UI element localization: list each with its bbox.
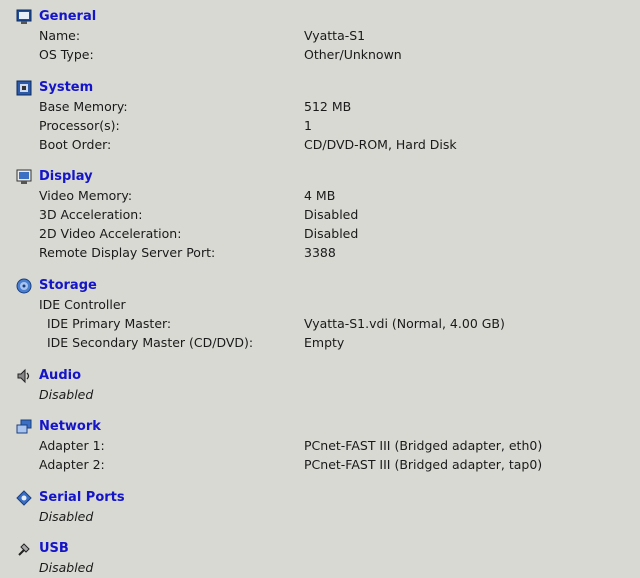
remote-display-port-label: Remote Display Server Port: bbox=[39, 245, 216, 260]
name-label: Name: bbox=[39, 28, 81, 43]
info-row bbox=[0, 437, 640, 456]
processors-value: 1 bbox=[304, 118, 312, 133]
base-memory-label: Base Memory: bbox=[39, 99, 128, 114]
usb-status: Disabled bbox=[39, 560, 94, 575]
ide-primary-master-label: IDE Primary Master: bbox=[47, 316, 172, 331]
ide-primary-master-value: Vyatta-S1.vdi (Normal, 4.00 GB) bbox=[304, 316, 505, 331]
2d-acceleration-label: 2D Video Acceleration: bbox=[39, 226, 182, 241]
processors-label: Processor(s): bbox=[39, 118, 120, 133]
usb-header[interactable] bbox=[0, 540, 640, 559]
adapter-1-label: Adapter 1: bbox=[39, 438, 105, 453]
serial-ports-title: Serial Ports bbox=[39, 490, 125, 505]
section-display bbox=[0, 168, 640, 263]
section-serial-ports bbox=[0, 489, 640, 527]
display-header[interactable] bbox=[0, 168, 640, 187]
general-header[interactable] bbox=[0, 8, 640, 27]
network-icon bbox=[16, 419, 32, 435]
system-title: System bbox=[39, 80, 94, 95]
info-row bbox=[0, 225, 640, 244]
network-header[interactable] bbox=[0, 418, 640, 437]
audio-header[interactable] bbox=[0, 367, 640, 386]
info-row bbox=[0, 206, 640, 225]
usb-icon bbox=[16, 541, 32, 557]
monitor-general-icon bbox=[16, 9, 32, 25]
info-row bbox=[0, 334, 640, 353]
storage-header[interactable] bbox=[0, 277, 640, 296]
ide-secondary-master-label: IDE Secondary Master (CD/DVD): bbox=[47, 335, 254, 350]
video-memory-value: 4 MB bbox=[304, 188, 336, 203]
2d-acceleration-value: Disabled bbox=[304, 226, 359, 241]
serial-port-icon bbox=[16, 490, 32, 506]
network-title: Network bbox=[39, 419, 101, 434]
info-row bbox=[0, 296, 640, 315]
adapter-2-label: Adapter 2: bbox=[39, 457, 105, 472]
3d-acceleration-value: Disabled bbox=[304, 207, 359, 222]
display-title: Display bbox=[39, 169, 93, 184]
chip-icon bbox=[16, 80, 32, 96]
section-storage bbox=[0, 277, 640, 353]
serial-ports-status: Disabled bbox=[39, 509, 94, 524]
adapter-2-value: PCnet-FAST III (Bridged adapter, tap0) bbox=[304, 457, 543, 472]
disk-icon bbox=[16, 278, 32, 294]
info-row bbox=[0, 456, 640, 475]
speaker-icon bbox=[16, 368, 32, 384]
info-row bbox=[0, 117, 640, 136]
boot-order-label: Boot Order: bbox=[39, 137, 112, 152]
video-memory-label: Video Memory: bbox=[39, 188, 133, 203]
info-row bbox=[0, 27, 640, 46]
section-general bbox=[0, 8, 640, 65]
info-row bbox=[0, 559, 640, 578]
info-row bbox=[0, 136, 640, 155]
usb-title: USB bbox=[39, 541, 69, 556]
remote-display-port-value: 3388 bbox=[304, 245, 336, 260]
name-value: Vyatta-S1 bbox=[304, 28, 366, 43]
serial-ports-header[interactable] bbox=[0, 489, 640, 508]
boot-order-value: CD/DVD-ROM, Hard Disk bbox=[304, 137, 457, 152]
os-type-value: Other/Unknown bbox=[304, 47, 402, 62]
section-usb bbox=[0, 540, 640, 578]
info-row bbox=[0, 46, 640, 65]
ide-secondary-master-value: Empty bbox=[304, 335, 345, 350]
ide-controller-label: IDE Controller bbox=[39, 297, 126, 312]
general-title: General bbox=[39, 9, 97, 24]
display-monitor-icon bbox=[16, 169, 32, 185]
adapter-1-value: PCnet-FAST III (Bridged adapter, eth0) bbox=[304, 438, 543, 453]
info-row bbox=[0, 508, 640, 527]
storage-title: Storage bbox=[39, 278, 97, 293]
info-row bbox=[0, 244, 640, 263]
info-row bbox=[0, 386, 640, 405]
section-audio bbox=[0, 367, 640, 405]
os-type-label: OS Type: bbox=[39, 47, 94, 62]
audio-title: Audio bbox=[39, 368, 82, 383]
system-header[interactable] bbox=[0, 79, 640, 98]
3d-acceleration-label: 3D Acceleration: bbox=[39, 207, 143, 222]
base-memory-value: 512 MB bbox=[304, 99, 352, 114]
section-network bbox=[0, 418, 640, 475]
info-row bbox=[0, 187, 640, 206]
info-row bbox=[0, 98, 640, 117]
section-system bbox=[0, 79, 640, 155]
info-row bbox=[0, 315, 640, 334]
audio-status: Disabled bbox=[39, 387, 94, 402]
